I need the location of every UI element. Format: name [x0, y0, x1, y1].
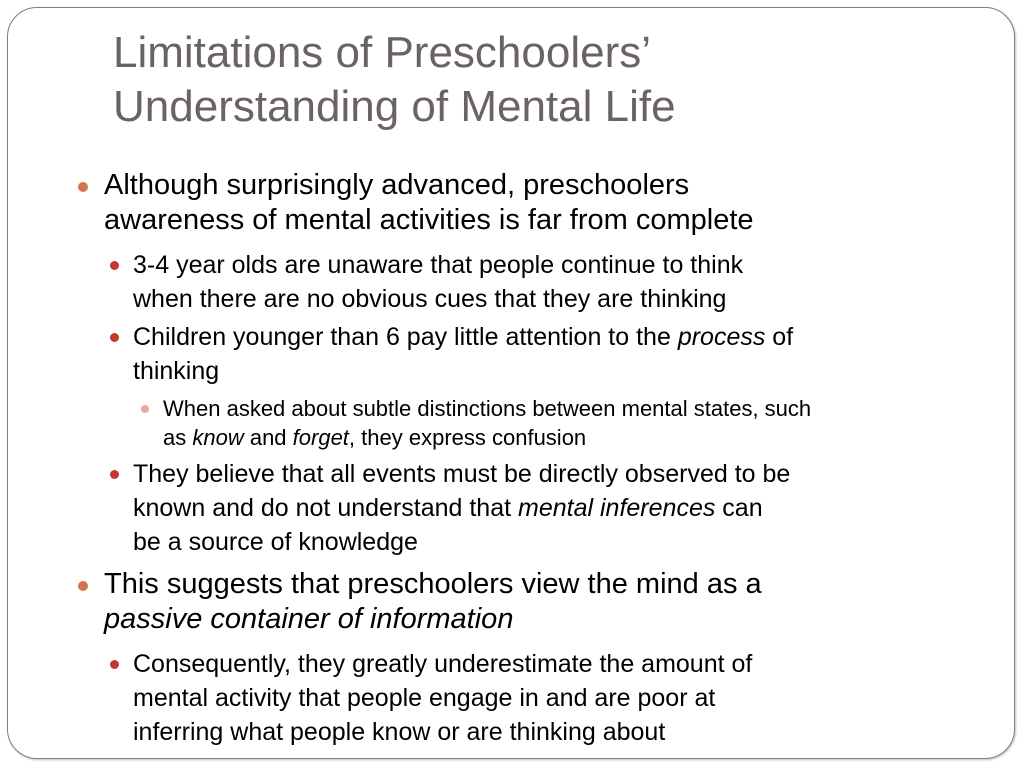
slide-title [113, 26, 993, 134]
bullet-text: They believe that all events must be directly observed to be [133, 460, 791, 488]
bullet-dot-icon [78, 581, 88, 591]
bullet-text-line [133, 320, 983, 354]
emphasis-text: forget [292, 425, 349, 450]
bullet-text: When asked about subtle distinctions between mental states, such [163, 396, 812, 421]
bullet-text: This suggests that preschoolers view the mind as a [104, 568, 762, 600]
bullet-text: , they express confusion [348, 425, 587, 450]
title-line-1: Limitations of Preschoolers’ [113, 28, 652, 77]
bullet-item-2 [104, 567, 984, 637]
bullet-text-line [133, 491, 983, 525]
bullet-text: as [163, 425, 193, 450]
bullet-item-1-1 [133, 248, 983, 316]
bullet-text: can [715, 494, 763, 522]
bullet-dot-icon [78, 182, 88, 192]
bullet-text: be a source of knowledge [133, 528, 418, 556]
bullet-text: when there are no obvious cues that they are thinking [133, 285, 727, 313]
bullet-text-line [163, 423, 983, 452]
bullet-text: Although surprisingly advanced, preschoolers [104, 169, 690, 201]
bullet-text: mental activity that people engage in and are poor at [133, 684, 716, 712]
bullet-text: inferring what people know or are thinking about [133, 718, 666, 746]
emphasis-text: mental inferences [518, 494, 716, 522]
bullet-dot-icon [110, 660, 119, 669]
bullet-text: thinking [133, 357, 220, 385]
bullet-text: Consequently, they greatly underestimate the amount of [133, 650, 753, 678]
bullet-text: and [243, 425, 293, 450]
bullet-text: awareness of mental activities is far from complete [104, 204, 754, 236]
bullet-dot-icon [110, 333, 119, 342]
bullet-item-2-1 [133, 647, 983, 749]
emphasis-text: process [677, 323, 766, 351]
bullet-dot-icon [141, 405, 149, 413]
bullet-item-1-2 [133, 320, 983, 388]
bullet-item-1 [104, 168, 984, 238]
emphasis-text: passive container of information [104, 603, 514, 635]
bullet-text: known and do not understand that [133, 494, 519, 522]
bullet-text: 3-4 year olds are unaware that people continue to think [133, 251, 744, 279]
bullet-text: Children younger than 6 pay little attention to the [133, 323, 678, 351]
bullet-item-1-3 [133, 457, 983, 559]
emphasis-text: know [192, 425, 244, 450]
bullet-text-line [104, 602, 984, 637]
bullet-dot-icon [110, 261, 119, 270]
bullet-text: of [765, 323, 794, 351]
bullet-item-1-2-1 [163, 394, 983, 452]
bullet-dot-icon [110, 470, 119, 479]
title-line-2: Understanding of Mental Life [113, 82, 676, 131]
